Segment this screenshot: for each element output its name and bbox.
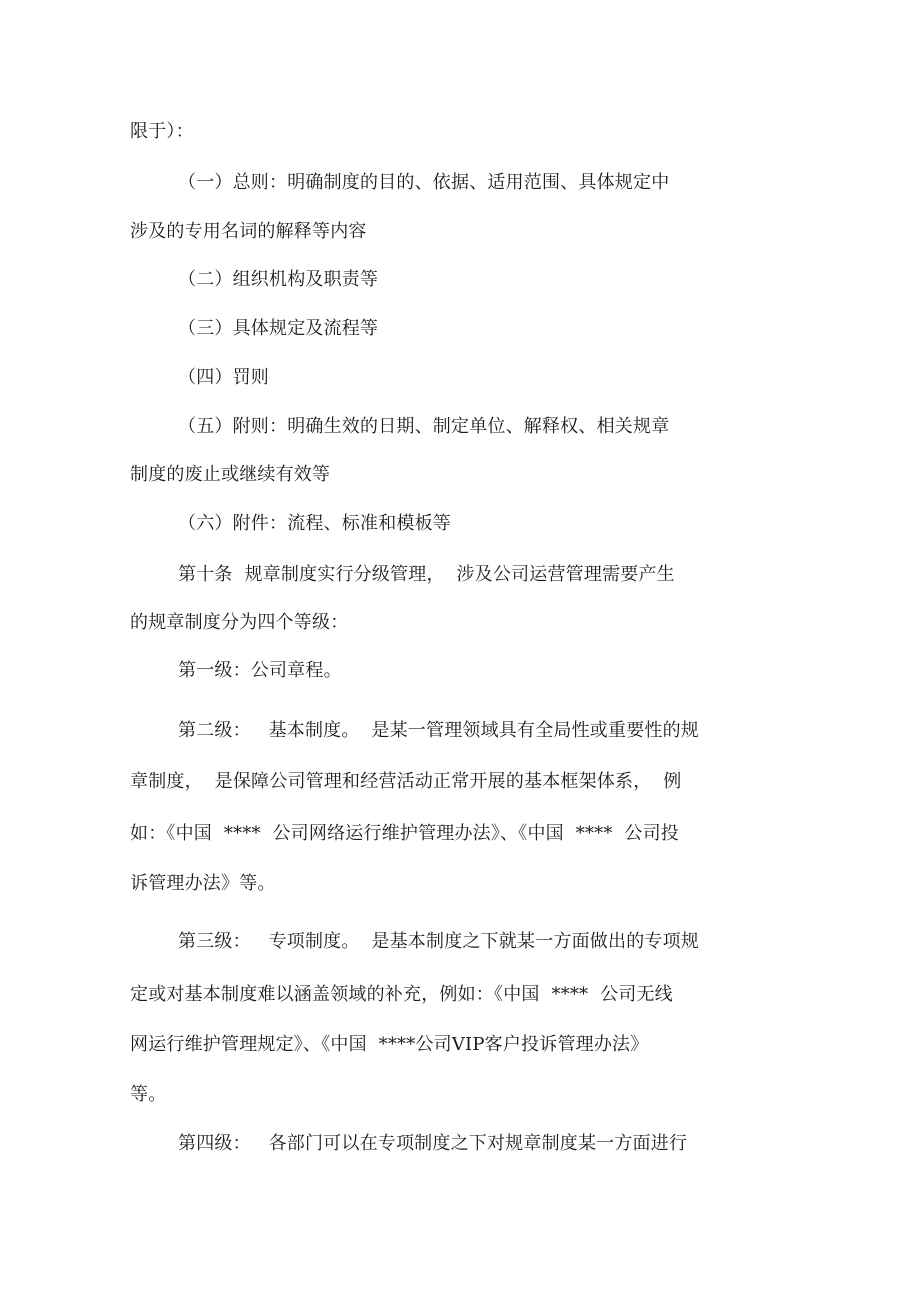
text-line: 如：《中国 **** 公司网络运行维护管理办法》、《中国 **** 公司投 (130, 823, 679, 844)
text-line: 第十条 规章制度实行分级管理， 涉及公司运营管理需要产生 (178, 564, 675, 585)
text-line: 等。 (130, 1084, 167, 1105)
text-line: 第三级： 专项制度。 是基本制度之下就某一方面做出的专项规 (178, 931, 700, 952)
text-line: 第一级：公司章程。 (178, 660, 342, 681)
text-line: （二）组织机构及职责等 (178, 269, 379, 290)
text-line: （六）附件：流程、标准和模板等 (178, 513, 451, 534)
text-line: （五）附则：明确生效的日期、制定单位、解释权、相关规章 (178, 416, 670, 437)
text-line: 诉管理办法》等。 (130, 873, 276, 894)
text-line: 章制度， 是保障公司管理和经营活动正常开展的基本框架体系， 例 (130, 771, 682, 792)
text-line: 制度的废止或继续有效等 (130, 464, 331, 485)
text-line: 限于）： (130, 121, 194, 142)
text-line: 第二级： 基本制度。 是某一管理领域具有全局性或重要性的规 (178, 720, 700, 741)
text-line: 网运行维护管理规定》、《中国 ****公司VIP客户投诉管理办法》 (130, 1034, 649, 1055)
text-line: （一）总则：明确制度的目的、依据、适用范围、具体规定中 (178, 172, 670, 193)
text-line: （四）罚则 (178, 367, 269, 388)
text-line: 的规章制度分为四个等级： (130, 612, 349, 633)
text-line: （三）具体规定及流程等 (178, 318, 379, 339)
text-line: 第四级： 各部门可以在专项制度之下对规章制度某一方面进行 (178, 1133, 688, 1154)
text-line: 涉及的专用名词的解释等内容 (130, 221, 367, 242)
text-line: 定或对基本制度难以涵盖领域的补充，例如：《中国 **** 公司无线 (130, 984, 673, 1005)
